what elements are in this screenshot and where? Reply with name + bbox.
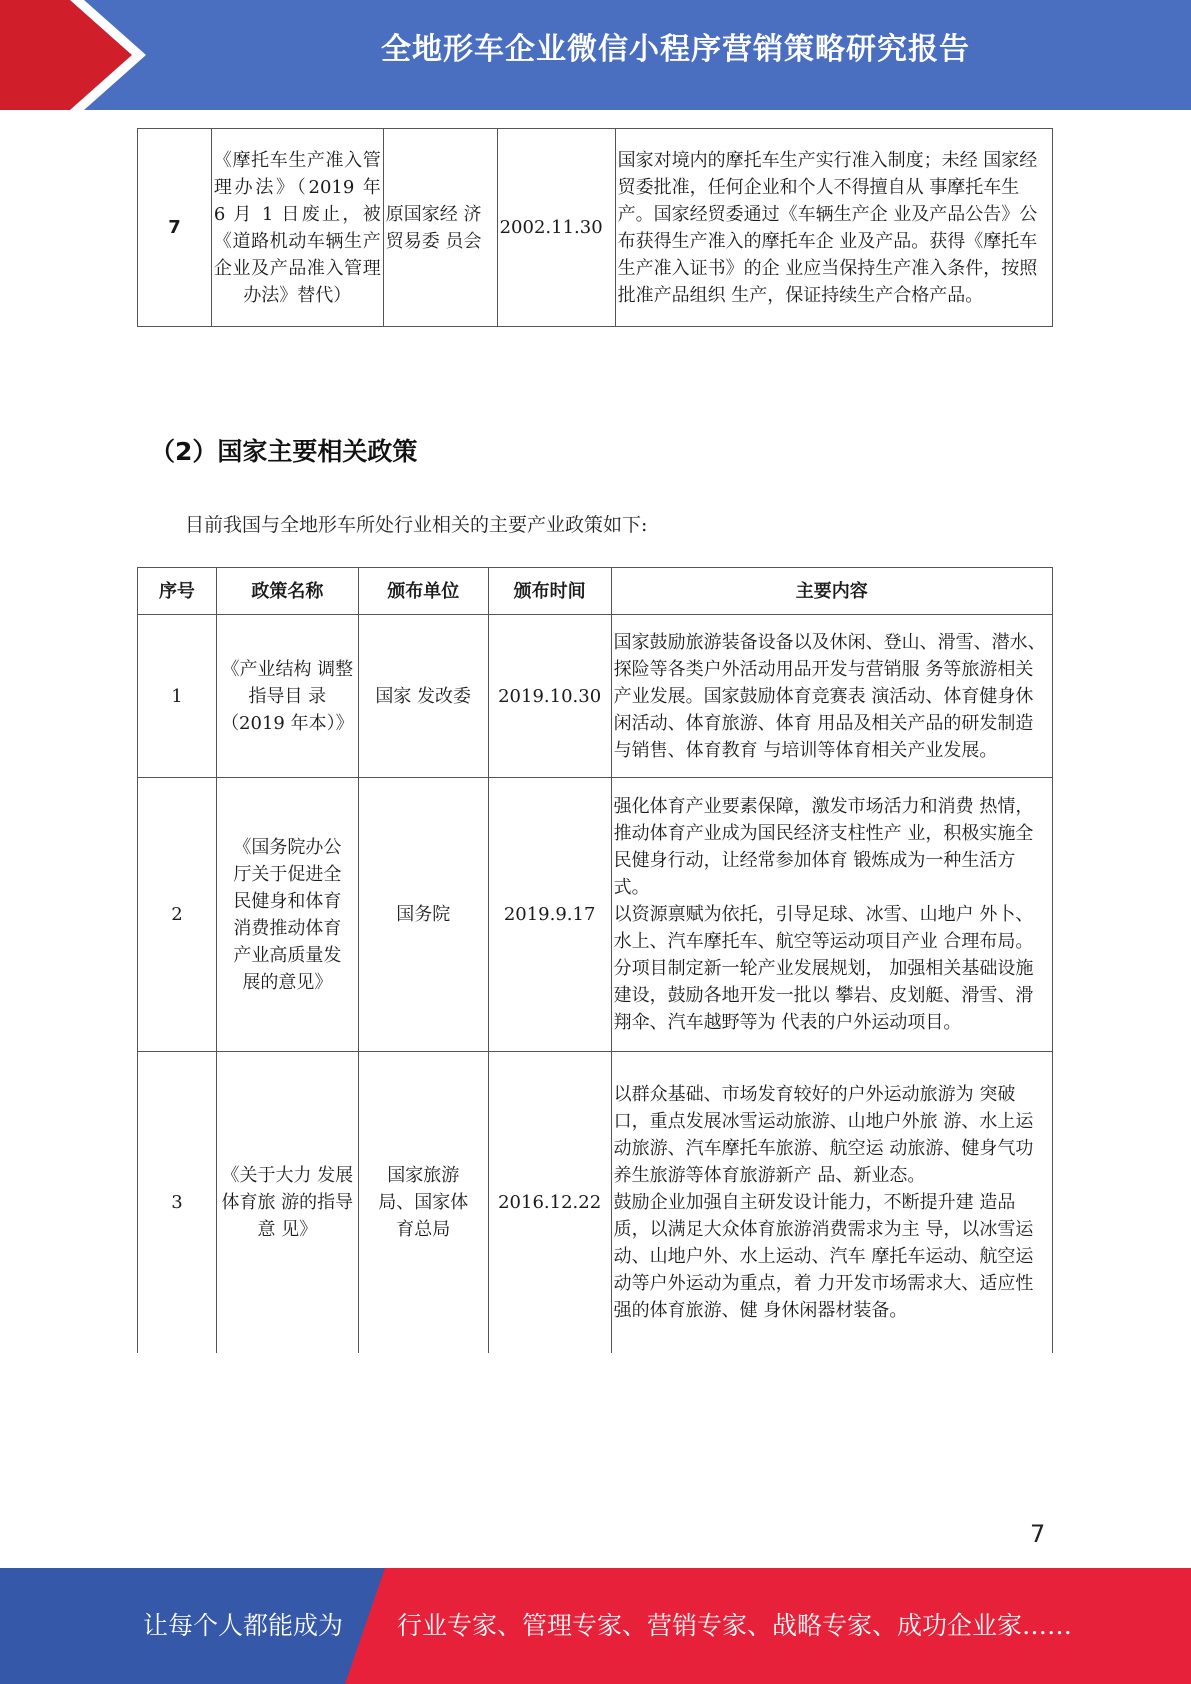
header-policy-name: 政策名称 [216, 568, 358, 615]
row-content: 强化体育产业要素保障，激发市场活力和消费 热情，推动体育产业成为国民经济支柱性产 业，积极实施全民健身行动，让经常参加体育 锻炼成为一种生活方式。 以资源禀赋为依托，引导足球、冰雪、山地户 外卜、水上、汽车摩托车、航空等运动项目产业 合理布局。分项目制定新一轮产业发展规划， 加强相关基础设施建设，鼓励各地开发一批以 攀岩、皮划艇、滑雪、滑翔伞、汽车越野等为 代表的户外运动项目。 [611, 778, 1052, 1052]
policy-table-continued [137, 128, 1053, 327]
row-content: 以群众基础、市场发育较好的户外运动旅游为 突破口，重点发展冰雪运动旅游、山地户外旅 游、水上运动旅游、汽车摩托车旅游、航空运 动旅游、健身气功养生旅游等体育旅游新产 品、新业态。 鼓励企业加强自主研发设计能力，不断提升建 造品质，以满足大众体育旅游消费需求为主 导，以冰雪运动、山地户外、水上运动、汽车 摩托车运动、航空运动等户外运动为重点，着 力开发市场需求大、适应性强的体育旅游、健 身休闲器材装备。 [611, 1052, 1052, 1353]
row-date: 2016.12.22 [488, 1052, 611, 1353]
row-seq: 7 [138, 129, 212, 327]
header-content: 主要内容 [611, 568, 1052, 615]
section-heading: （2）国家主要相关政策 [150, 437, 418, 466]
row-issuer: 国家旅游局、国家体育总局 [358, 1052, 488, 1353]
page-number: 7 [1030, 1520, 1046, 1548]
page-header [0, 0, 1191, 110]
row-seq: 1 [138, 615, 217, 778]
row-issuer: 国家 发改委 [358, 615, 488, 778]
row-policy-name: 《摩托车生产准入管理办法》（2019 年 6 月 1 日废止，被《道路机动车辆生产企业及产品准入管理办法》替代） [211, 129, 383, 327]
table-row [138, 615, 1053, 778]
table-header-row [138, 568, 1053, 615]
header-seq: 序号 [138, 568, 217, 615]
row-seq: 2 [138, 778, 217, 1052]
row-content: 国家对境内的摩托车生产实行准入制度；未经 国家经贸委批准，任何企业和个人不得擅自从 事摩托车生产。国家经贸委通过《车辆生产企 业及产品公告》公布获得生产准入的摩托车企 业及产品。获得《摩托车生产准入证书》的企 业应当保持生产准入条件，按照批准产品组织 生产，保证持续生产合格产品。 [615, 129, 1052, 327]
policy-table [137, 567, 1053, 1353]
row-content: 国家鼓励旅游装备设备以及休闲、登山、滑雪、潜水、探险等各类户外活动用品开发与营销服 务等旅游相关产业发展。国家鼓励体育竞赛表 演活动、体育健身休闲活动、体育旅游、体育 用品及相关产品的研发制造与销售、体育教育 与培训等体育相关产业发展。 [611, 615, 1052, 778]
section-intro: 目前我国与全地形车所处行业相关的主要产业政策如下: [185, 514, 648, 536]
header-chevron-decoration [0, 0, 150, 110]
page-footer [0, 1568, 1191, 1684]
row-date: 2002.11.30 [497, 129, 615, 327]
table-row [138, 778, 1053, 1052]
report-title: 全地形车企业微信小程序营销策略研究报告 [381, 32, 970, 67]
row-policy-name: 《关于大力 发展体育旅 游的指导意 见》 [216, 1052, 358, 1353]
table-row [138, 129, 1053, 327]
row-date: 2019.10.30 [488, 615, 611, 778]
row-policy-name: 《产业结构 调整指导目 录（2019 年本）》 [216, 615, 358, 778]
header-issuer: 颁布单位 [358, 568, 488, 615]
table-row [138, 1052, 1053, 1353]
row-issuer: 原国家经 济贸易委 员会 [383, 129, 497, 327]
row-policy-name: 《国务院办公厅关于促进全民健身和体育消费推动体育产业高质量发展的意见》 [216, 778, 358, 1052]
footer-slogan-right: 行业专家、管理专家、营销专家、战略专家、成功企业家…… [397, 1611, 1073, 1640]
row-issuer: 国务院 [358, 778, 488, 1052]
header-date: 颁布时间 [488, 568, 611, 615]
row-date: 2019.9.17 [488, 778, 611, 1052]
row-seq: 3 [138, 1052, 217, 1353]
footer-slogan-left: 让每个人都能成为 [143, 1611, 344, 1640]
